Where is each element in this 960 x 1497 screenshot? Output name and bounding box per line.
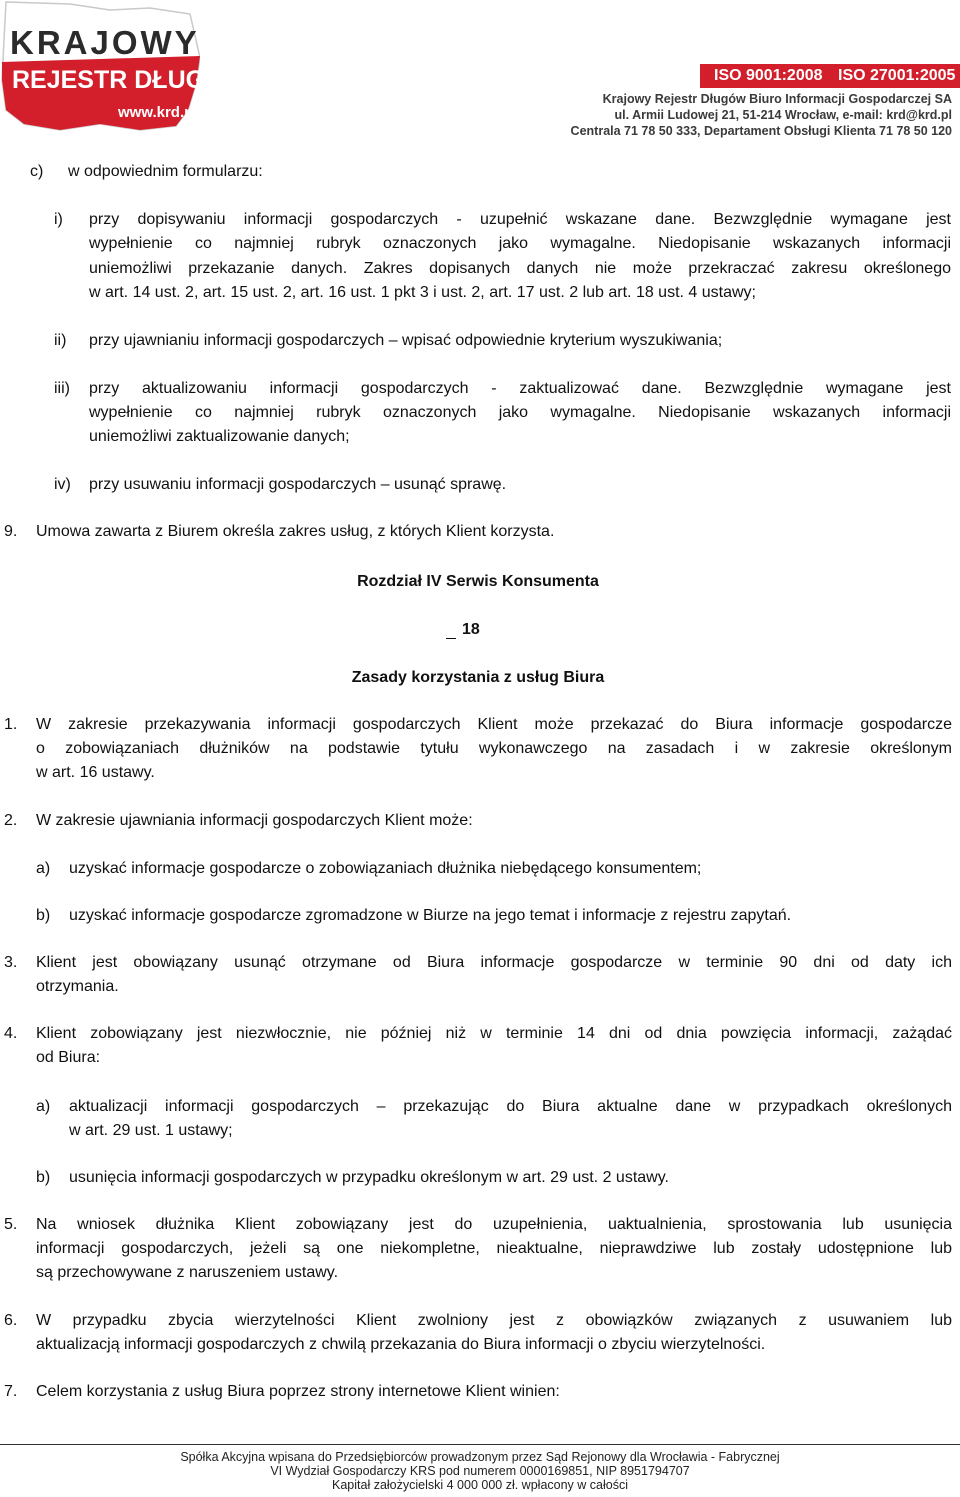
p6-line-1: W przypadku zbycia wierzytelności Klient zwolniony jest z obowiązków związanych z usuwaniem lub: [36, 1312, 952, 1329]
list-marker: 7.: [4, 1383, 18, 1400]
list-marker: 3.: [4, 954, 18, 971]
company-address: ul. Armii Ludowej 21, 51-214 Wrocław, e-mail: krd@krd.pl: [614, 108, 952, 122]
p5-line-1: Na wniosek dłużnika Klient zobowiązany jest do uzupełnienia, uaktualnienia, sprostowania lub usunięcia: [36, 1216, 952, 1233]
p4-line-1: Klient zobowiązany jest niezwłocznie, nie później niż w terminie 14 dni od dnia powzięcia informacji, zażądać: [36, 1025, 952, 1042]
sublist-ii-text: przy ujawnianiu informacji gospodarczych – wpisać odpowiednie kryterium wyszukiwania;: [89, 332, 723, 349]
iso-27001-label: ISO 27001:2005: [838, 67, 956, 84]
sublist-marker: ii): [54, 332, 67, 349]
p3-line-1: Klient jest obowiązany usunąć otrzymane od Biura informacje gospodarcze w terminie 90 dni od daty ich: [36, 954, 952, 971]
sublist-marker: iv): [54, 476, 71, 493]
footer: [0, 1450, 960, 1492]
list-marker: 9.: [4, 523, 18, 540]
p1-line-1: W zakresie przekazywania informacji gospodarczych Klient może przekazać do Biura informacje gospodarcze: [36, 716, 952, 733]
company-name: Krajowy Rejestr Długów Biuro Informacji Gospodarczej SA: [602, 92, 952, 106]
sublist-marker: i): [54, 211, 63, 228]
logo-url: www.krd.pl: [118, 104, 198, 121]
section-sign-icon: [446, 618, 456, 642]
sublist-iii-line-3: uniemożliwi zaktualizowanie danych;: [89, 428, 350, 445]
list-marker: c): [30, 163, 44, 180]
p7-text: Celem korzystania z usług Biura poprzez strony internetowe Klient winien:: [36, 1383, 560, 1400]
p1-line-2: o zobowiązaniach dłużników na podstawie tytułu wykonawczego na zasadach i w zakresie określonym: [36, 740, 952, 757]
p4-b-text: usunięcia informacji gospodarczych w przypadku określonym w art. 29 ust. 2 ustawy.: [69, 1169, 669, 1186]
sublist-marker: b): [36, 1169, 51, 1186]
company-info: [571, 91, 952, 139]
sublist-i-line-2: wypełnienie co najmniej rubryk oznaczonych jako wymagalne. Niedopisanie wskazanych informacji: [89, 235, 951, 252]
p2-text: W zakresie ujawniania informacji gospodarczych Klient może:: [36, 812, 473, 829]
list-marker: 2.: [4, 812, 18, 829]
sublist-iii-line-2: wypełnienie co najmniej rubryk oznaczonych jako wymagalne. Niedopisanie wskazanych informacji: [89, 404, 951, 421]
item-9-text: Umowa zawarta z Biurem określa zakres usług, z których Klient korzysta.: [36, 523, 555, 540]
p4-a-line-2: w art. 29 ust. 1 ustawy;: [69, 1122, 233, 1139]
footer-line-2: VI Wydział Gospodarczy KRS pod numerem 0000169851, NIP 8951794707: [270, 1464, 690, 1478]
logo-subtitle: REJESTR DŁUGÓW: [12, 66, 249, 94]
letterhead: [0, 0, 960, 140]
chapter-title: Rozdział IV Serwis Konsumenta: [357, 573, 599, 590]
p5-line-2: informacji gospodarczych, jeżeli są one niekompletne, nieaktualne, nieprawdziwe lub zostały udostępnione lub: [36, 1240, 952, 1257]
iso-9001-label: ISO 9001:2008: [714, 67, 823, 84]
section-title: Zasady korzystania z usług Biura: [351, 669, 605, 686]
list-marker: 6.: [4, 1312, 18, 1329]
p5-line-3: są przechowywane z naruszeniem ustawy.: [36, 1264, 339, 1281]
sublist-marker: iii): [54, 380, 70, 397]
logo-wordmark: KRAJOWY: [10, 24, 200, 61]
p4-line-2: od Biura:: [36, 1049, 101, 1066]
p6-line-2: aktualizacją informacji gospodarczych z chwilą przekazania do Biura informacji o zbyciu wierzytelności.: [36, 1336, 766, 1353]
footer-line-1: Spółka Akcyjna wpisana do Przedsiębiorców prowadzonym przez Sąd Rejonowy dla Wrocławia - Fabrycznej: [180, 1450, 780, 1464]
list-marker: 1.: [4, 716, 18, 733]
sublist-marker: a): [36, 860, 51, 877]
company-phones: Centrala 71 78 50 333, Departament Obsługi Klienta 71 78 50 120: [570, 124, 952, 138]
sublist-iii-line-1: przy aktualizowaniu informacji gospodarczych - zaktualizować dane. Bezwzględnie wymagane jest: [89, 380, 951, 397]
sublist-marker: a): [36, 1098, 51, 1115]
sublist-marker: b): [36, 907, 51, 924]
p3-line-2: otrzymania.: [36, 978, 119, 995]
p2-a-text: uzyskać informacje gospodarcze o zobowiązaniach dłużnika niebędącego konsumentem;: [69, 860, 702, 877]
sublist-i-line-1: przy dopisywaniu informacji gospodarczych - uzupełnić wskazane dane. Bezwzględnie wymagane jest: [89, 211, 951, 228]
paragraph-number: 18: [462, 621, 480, 638]
list-marker: 4.: [4, 1025, 18, 1042]
footer-divider: [0, 1444, 960, 1445]
sublist-iv-text: przy usuwaniu informacji gospodarczych – usunąć sprawę.: [89, 476, 507, 493]
list-item-text: w odpowiednim formularzu:: [68, 163, 263, 180]
p1-line-3: w art. 16 ustawy.: [36, 764, 155, 781]
sublist-i-line-4: w art. 14 ust. 2, art. 15 ust. 2, art. 16 ust. 1 pkt 3 i ust. 2, art. 17 ust. 2 lub art. 18 ust. 4 ustawy;: [89, 284, 756, 301]
iso-certification-bar: [700, 64, 960, 88]
footer-line-3: Kapitał założycielski 4 000 000 zł. wpłacony w całości: [332, 1478, 628, 1492]
p2-b-text: uzyskać informacje gospodarcze zgromadzone w Biurze na jego temat i informacje z rejestru zapytań.: [69, 907, 792, 924]
sublist-i-line-3: uniemożliwi przekazanie danych. Zakres dopisanych danych nie może przekraczać zakresu określonego: [89, 260, 951, 277]
p4-a-line-1: aktualizacji informacji gospodarczych – przekazując do Biura aktualne dane w przypadkach określonych: [69, 1098, 952, 1115]
list-marker: 5.: [4, 1216, 18, 1233]
